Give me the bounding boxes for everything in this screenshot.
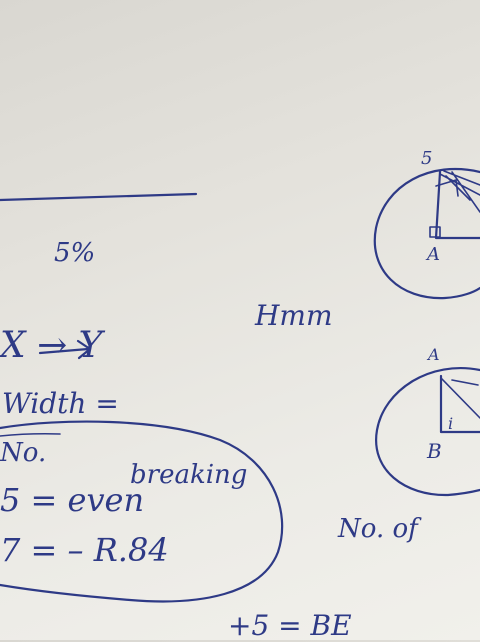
note-percent: 5%: [54, 238, 96, 268]
note-mapping: X → Y: [0, 325, 103, 366]
label-bottom-b: B: [427, 439, 442, 463]
label-bottom-a: A: [428, 345, 440, 364]
label-top-a: A: [427, 244, 440, 265]
note-no-of: No. of: [338, 514, 418, 544]
circle-diagram-top: [375, 169, 480, 298]
note-five-even: 5 = even: [0, 481, 145, 519]
note-width: Width =: [2, 387, 119, 420]
note-no: No.: [0, 438, 47, 468]
note-hmm: Hmm: [255, 299, 333, 332]
rule-line: [0, 194, 196, 200]
label-top-five: 5: [421, 148, 433, 169]
label-inner-i: i: [448, 414, 454, 433]
width-underline: [0, 434, 60, 436]
circle-diagram-bottom: [376, 368, 480, 495]
note-seven: 7 = – R.84: [0, 531, 169, 569]
note-bottom: +5 = BE: [228, 609, 352, 642]
note-breaking: breaking: [130, 460, 248, 490]
